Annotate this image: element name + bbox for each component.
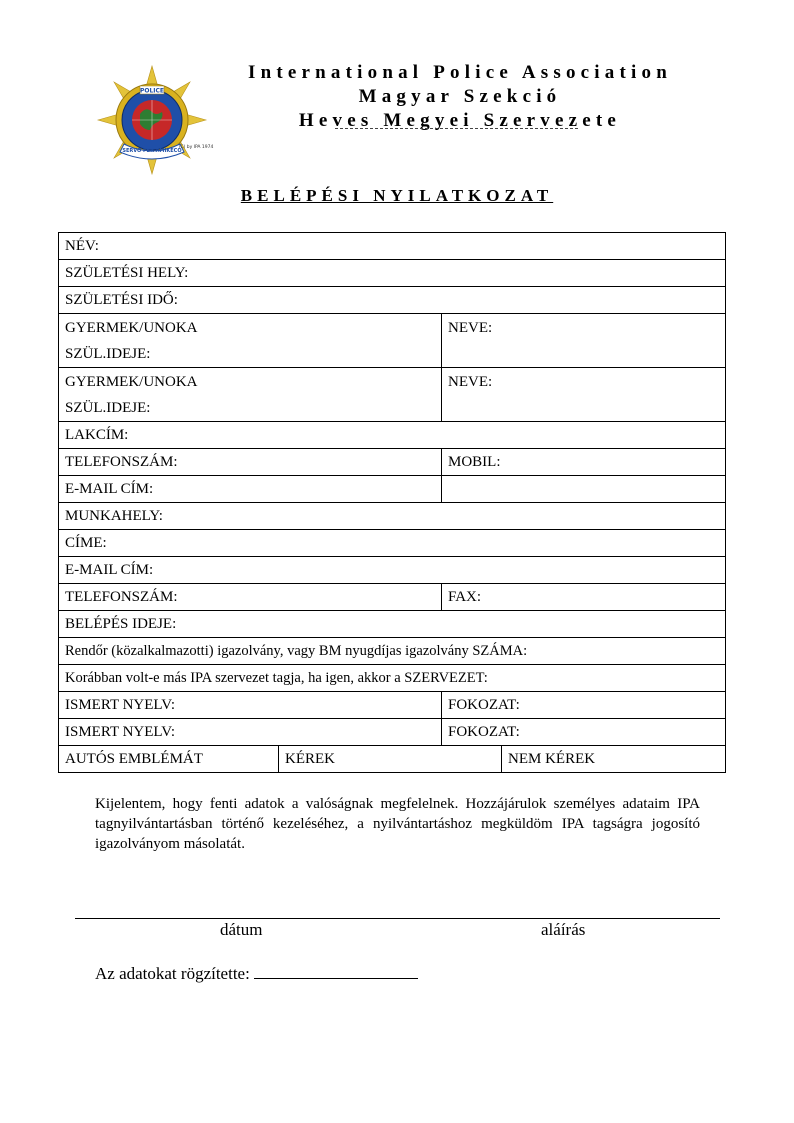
form-row-language-2: [59, 719, 726, 746]
previous-org-field[interactable]: Korábban volt-e más IPA szervezet tagja, ha igen, akkor a SZERVEZET:: [59, 665, 726, 692]
birthplace-field[interactable]: SZÜLETÉSI HELY:: [59, 260, 726, 287]
car-emblem-label: AUTÓS EMBLÉMÁT: [59, 746, 279, 773]
recorded-by-label: Az adatokat rögzítette:: [95, 964, 250, 983]
form-row-previous-org: [59, 665, 726, 692]
workplace-field[interactable]: MUNKAHELY:: [59, 503, 726, 530]
child2-birthdate-label: SZÜL.IDEJE:: [65, 400, 151, 416]
declaration-text: Kijelentem, hogy fenti adatok a valóságnak megfelelnek. Hozzájárulok személyes adataim IPA tagnyilvántartásban történő kezeléséhez, a nyilvántartáshoz megküldöm IPA tagságra jogosító igazolványom másolatát.: [95, 796, 700, 852]
child1-label: GYERMEK/UNOKA: [65, 320, 198, 336]
form-row-phone: [59, 449, 726, 476]
phone-field[interactable]: TELEFONSZÁM:: [59, 449, 442, 476]
date-label: dátum: [220, 920, 263, 939]
recorded-by-line: [95, 963, 418, 984]
child2-birthdate-field[interactable]: [59, 368, 442, 422]
work-address-field[interactable]: CÍME:: [59, 530, 726, 557]
ipa-emblem-logo: [96, 64, 214, 176]
form-row-address: [59, 422, 726, 449]
birthdate-field[interactable]: SZÜLETÉSI IDŐ:: [59, 287, 726, 314]
address-field[interactable]: LAKCÍM:: [59, 422, 726, 449]
form-row-birthdate: [59, 287, 726, 314]
form-row-language-1: [59, 692, 726, 719]
mobile-field[interactable]: MOBIL:: [442, 449, 726, 476]
child2-label: GYERMEK/UNOKA: [65, 374, 198, 390]
form-row-join-date: [59, 611, 726, 638]
work-phone-field[interactable]: TELEFONSZÁM:: [59, 584, 442, 611]
application-form-table: [58, 232, 726, 773]
form-row-work-address: [59, 530, 726, 557]
email-field[interactable]: E-MAIL CÍM:: [59, 476, 442, 503]
level2-field[interactable]: FOKOZAT:: [442, 719, 726, 746]
child1-birthdate-label: SZÜL.IDEJE:: [65, 346, 151, 362]
form-row-email: [59, 476, 726, 503]
logo-ribbon-text: SERVO PER AMIKECO: [122, 148, 182, 154]
fax-field[interactable]: FAX:: [442, 584, 726, 611]
recorded-by-blank[interactable]: [254, 963, 418, 979]
form-row-child-1: [59, 314, 726, 368]
work-email-field[interactable]: E-MAIL CÍM:: [59, 557, 726, 584]
header-org-name: International Police Association: [248, 62, 672, 83]
header-divider: [335, 128, 578, 129]
signature-label: aláírás: [541, 920, 586, 939]
form-row-birthplace: [59, 260, 726, 287]
name-field[interactable]: NÉV:: [59, 233, 726, 260]
form-row-work-phone: [59, 584, 726, 611]
language1-field[interactable]: ISMERT NYELV:: [59, 692, 442, 719]
logo-copyright: (C) by IPA 1974: [178, 145, 214, 150]
form-row-workplace: [59, 503, 726, 530]
join-date-field[interactable]: BELÉPÉS IDEJE:: [59, 611, 726, 638]
form-row-id-number: [59, 638, 726, 665]
level1-field[interactable]: FOKOZAT:: [442, 692, 726, 719]
signature-line[interactable]: [75, 918, 720, 919]
child2-name-field[interactable]: NEVE:: [442, 368, 726, 422]
child1-birthdate-field[interactable]: [59, 314, 442, 368]
header-section: Magyar Szekció: [358, 86, 562, 107]
page-title: BELÉPÉSI NYILATKOZAT: [240, 186, 554, 205]
child1-name-field[interactable]: NEVE:: [442, 314, 726, 368]
form-row-car-emblem: [59, 746, 726, 773]
language2-field[interactable]: ISMERT NYELV:: [59, 719, 442, 746]
email-extra-field[interactable]: [442, 476, 726, 503]
form-row-child-2: [59, 368, 726, 422]
header-county: Heves Megyei Szervezete: [298, 110, 622, 131]
form-row-name: [59, 233, 726, 260]
car-emblem-yes-option[interactable]: KÉREK: [279, 746, 502, 773]
id-number-field[interactable]: Rendőr (közalkalmazotti) igazolvány, vagy BM nyugdíjas igazolvány SZÁMA:: [59, 638, 726, 665]
logo-top-text: POLICE: [139, 87, 165, 95]
car-emblem-no-option[interactable]: NEM KÉREK: [502, 746, 726, 773]
form-row-work-email: [59, 557, 726, 584]
